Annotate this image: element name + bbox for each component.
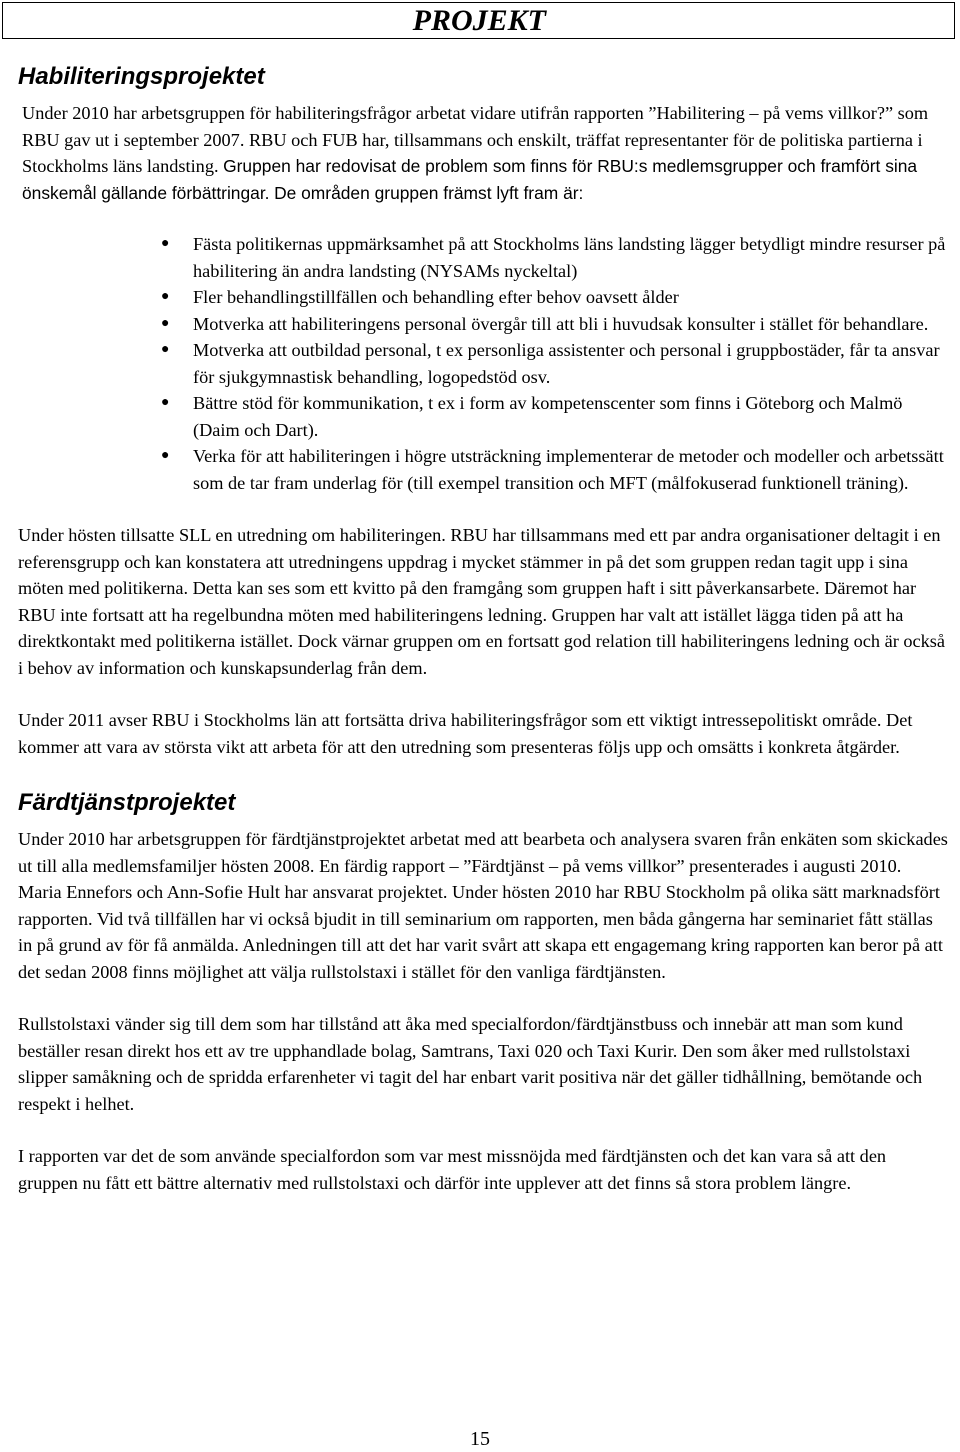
bullet-icon: ● bbox=[161, 395, 170, 410]
bullet-icon: ● bbox=[161, 289, 170, 304]
paragraph-specialfordon: I rapporten var det de som använde specialfordon som var mest missnöjda med färdtjänsten och det kan vara så att den gruppen nu fått ett bättre alternativ med rullstolstaxi och därför inte upplever att det finns så stora problem längre. bbox=[18, 1146, 887, 1193]
bullet-icon: ● bbox=[161, 315, 170, 331]
heading-fardtjanstprojektet: Färdtjänstprojektet bbox=[18, 789, 236, 816]
intro-text-3: De områden gruppen främst lyft fram är: bbox=[274, 182, 584, 203]
bullet-icon: ● bbox=[161, 342, 170, 357]
list-item: ● Bättre stöd för kommunikation, t ex i form av kompetenscenter som finns i Göteborg och Malmö (Daim och Dart). bbox=[18, 390, 948, 443]
intro-text-2: Gruppen har redovisat de problem som finns för RBU:s medlemsgrupper och framfört sina önskemål gällande förbättringar. bbox=[22, 156, 918, 203]
paragraph-utredning: Under hösten tillsatte SLL en utredning om habiliteringen. RBU har tillsammans med ett par andra organisationer deltagit i en referensgrupp och kan konstatera att utredningens uppdrag i mycket stämmer in på det som gruppen redan tagit upp i sina möten med politikerna. Detta kan ses som ett kvitto på den framgång som gruppen haft i sitt påverkansarbete. Däremot har RBU inte fortsatt att ha regelbundna möten med habiliteringens ledning. Gruppen har valt att istället lägga tiden på att ha direktkontakt med politikerna istället. Dock värnar gruppen om en fortsatt god relation till habiliteringens ledning och är också i behov av information och kunskapsunderlag från dem. bbox=[18, 525, 946, 678]
list-item: ● Fler behandlingstillfällen och behandling efter behov oavsett ålder bbox=[18, 284, 948, 311]
list-item: ● Fästa politikernas uppmärksamhet på att Stockholms läns landsting lägger betydligt mindre resurser på habilitering än andra landsting (NYSAMs nyckeltal) bbox=[18, 231, 948, 284]
paragraph-rullstolstaxi: Rullstolstaxi vänder sig till dem som har tillstånd att åka med specialfordon/färdtjänstbuss och innebär att man som kund beställer resan direkt hos ett av tre upphandlade bolag, Samtrans, Taxi 020 och Taxi Kurir. Den som åker med rullstolstaxi slipper samåkning och de spridda erfarenheter vi tagit del har enbart varit positiva när det gäller tidhållning, bemötande och respekt i helhet. bbox=[18, 1014, 923, 1114]
list-item: ● Verka för att habiliteringen i högre utsträckning implementerar de metoder och modeller och arbetssätt som de tar fram underlag för (till exempel transition och MFT (målfokuserad funktionell träning). bbox=[18, 443, 948, 496]
paragraph-fardtjanst-rapport: Under 2010 har arbetsgruppen för färdtjänstprojektet arbetat med att bearbeta och analysera svaren från enkäten som skickades ut till alla medlemsfamiljer hösten 2008. En färdig rapport – ”Färdtjänst – på vems villkor” presenterades i augusti 2010. Maria Ennefors och Ann-Sofie Hult har ansvarat projektet. Under hösten 2010 har RBU Stockholm på olika sätt marknadsfört rapporten. Vid två tillfällen har vi också bjudit in till seminarium om rapporten, men båda gångerna har seminariet fått ställas in på grund av för få anmälda. Anledningen till att det har varit svårt att skapa ett engagemang kring rapporten kan beror på att det sedan 2008 finns möjlighet att välja rullstolstaxi i stället för den vanliga färdtjänsten. bbox=[18, 829, 948, 982]
bullet-icon: ● bbox=[161, 236, 170, 251]
intro-paragraph bbox=[18, 100, 948, 206]
page-header-title: PROJEKT bbox=[412, 4, 546, 37]
list-item: ● Motverka att outbildad personal, t ex personliga assistenter och personal i gruppbostäder, får ta ansvar för sjukgymnastisk behandling, logopedstöd osv. bbox=[18, 337, 948, 390]
heading-habiliteringsprojektet: Habiliteringsprojektet bbox=[18, 63, 265, 90]
intro-text-1: Under 2010 har arbetsgruppen för habiliteringsfrågor arbetat vidare utifrån rapporten ”Habilitering – på vems villkor?” som RBU gav ut i september 2007. RBU och FUB har, tillsammans och enskilt, träffat representanter för de politiska partierna i Stockholms läns landsting. bbox=[22, 103, 929, 176]
bullet-icon: ● bbox=[161, 448, 170, 463]
bullet-list bbox=[18, 231, 948, 496]
page-content bbox=[18, 62, 948, 1196]
page-number: 15 bbox=[470, 1428, 490, 1450]
paragraph-2011: Under 2011 avser RBU i Stockholms län att fortsätta driva habiliteringsfrågor som ett viktigt intressepolitiskt område. Det kommer att vara av största vikt att arbeta för att den utredning som presenteras följs upp och omsätts i konkreta åtgärder. bbox=[18, 710, 913, 757]
list-item: ● Motverka att habiliteringens personal övergår till att bli i huvudsak konsulter i stället för behandlare. bbox=[18, 311, 948, 338]
page-header-bar bbox=[2, 2, 955, 39]
